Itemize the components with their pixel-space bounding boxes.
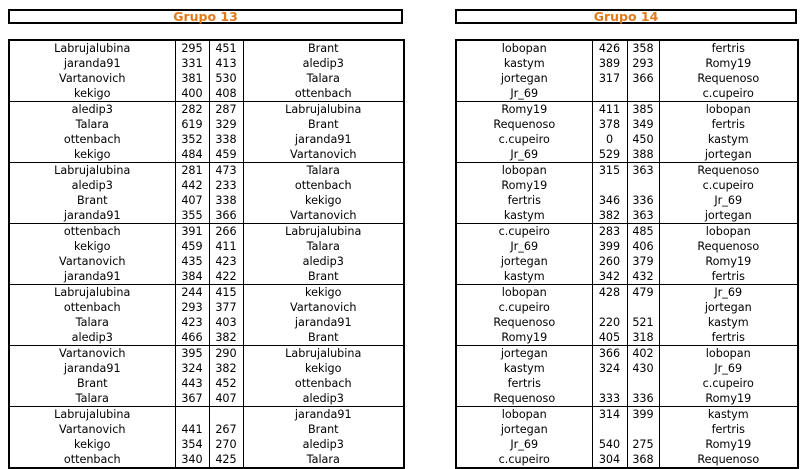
- home-score-cell: 293: [175, 300, 209, 315]
- away-player-cell: kastym: [659, 132, 798, 147]
- home-player-cell: Requenoso: [456, 117, 592, 132]
- home-player-cell: Jr_69: [456, 86, 592, 102]
- home-score-cell: [592, 178, 627, 193]
- home-player-cell: Vartanovich: [9, 422, 175, 437]
- away-player-cell: jaranda91: [243, 407, 404, 423]
- home-score-cell: 281: [175, 163, 209, 179]
- home-score-cell: 354: [175, 437, 209, 452]
- home-player-cell: Requenoso: [456, 391, 592, 407]
- home-player-cell: Talara: [9, 315, 175, 330]
- table-row: [456, 269, 798, 285]
- home-player-cell: Requenoso: [456, 315, 592, 330]
- away-score-cell: 293: [627, 56, 659, 71]
- home-score-cell: 317: [592, 71, 627, 86]
- home-score-cell: 331: [175, 56, 209, 71]
- table-row: [456, 376, 798, 391]
- home-score-cell: 0: [592, 132, 627, 147]
- away-score-cell: 459: [209, 147, 243, 163]
- away-player-cell: Brant: [243, 330, 404, 346]
- away-player-cell: Labrujalubina: [243, 224, 404, 240]
- away-score-cell: 430: [627, 361, 659, 376]
- table-row: [9, 71, 404, 86]
- home-player-cell: ottenbach: [9, 132, 175, 147]
- home-player-cell: kastym: [456, 56, 592, 71]
- away-score-cell: [627, 376, 659, 391]
- home-score-cell: 428: [592, 285, 627, 301]
- away-score-cell: 266: [209, 224, 243, 240]
- table-row: [456, 285, 798, 301]
- group-13-table: [8, 39, 405, 469]
- away-score-cell: 275: [627, 437, 659, 452]
- away-player-cell: Romy19: [659, 437, 798, 452]
- home-player-cell: Labrujalubina: [9, 407, 175, 423]
- away-score-cell: [627, 86, 659, 102]
- away-player-cell: kastym: [659, 407, 798, 423]
- away-player-cell: Brant: [243, 422, 404, 437]
- away-player-cell: kekigo: [243, 193, 404, 208]
- home-player-cell: kastym: [456, 361, 592, 376]
- home-player-cell: ottenbach: [9, 224, 175, 240]
- away-player-cell: kastym: [659, 315, 798, 330]
- away-player-cell: fertris: [659, 40, 798, 56]
- away-score-cell: 422: [209, 269, 243, 285]
- home-player-cell: jortegan: [456, 422, 592, 437]
- table-row: [456, 391, 798, 407]
- away-player-cell: aledip3: [243, 254, 404, 269]
- away-score-cell: 473: [209, 163, 243, 179]
- table-row: [456, 132, 798, 147]
- home-score-cell: 295: [175, 40, 209, 56]
- home-score-cell: 426: [592, 40, 627, 56]
- away-player-cell: c.cupeiro: [659, 178, 798, 193]
- home-player-cell: Jr_69: [456, 239, 592, 254]
- away-player-cell: Brant: [243, 269, 404, 285]
- home-score-cell: [592, 376, 627, 391]
- away-player-cell: Brant: [243, 117, 404, 132]
- home-player-cell: Brant: [9, 193, 175, 208]
- table-row: [456, 117, 798, 132]
- home-score-cell: 367: [175, 391, 209, 407]
- table-row: [456, 422, 798, 437]
- home-score-cell: 244: [175, 285, 209, 301]
- away-player-cell: Romy19: [659, 391, 798, 407]
- home-player-cell: jaranda91: [9, 208, 175, 224]
- home-player-cell: lobopan: [456, 407, 592, 423]
- table-row: [9, 452, 404, 468]
- home-score-cell: 435: [175, 254, 209, 269]
- home-score-cell: 324: [175, 361, 209, 376]
- home-score-cell: 442: [175, 178, 209, 193]
- away-score-cell: 382: [209, 361, 243, 376]
- home-player-cell: Romy19: [456, 330, 592, 346]
- table-row: [456, 315, 798, 330]
- away-score-cell: 358: [627, 40, 659, 56]
- home-player-cell: kekigo: [9, 437, 175, 452]
- table-row: [9, 422, 404, 437]
- away-player-cell: c.cupeiro: [659, 86, 798, 102]
- home-player-cell: Vartanovich: [9, 346, 175, 362]
- away-player-cell: Vartanovich: [243, 208, 404, 224]
- away-score-cell: 450: [627, 132, 659, 147]
- home-score-cell: 366: [592, 346, 627, 362]
- home-score-cell: 340: [175, 452, 209, 468]
- away-score-cell: 413: [209, 56, 243, 71]
- away-score-cell: [627, 178, 659, 193]
- home-score-cell: 382: [592, 208, 627, 224]
- table-row: [456, 300, 798, 315]
- away-score-cell: 407: [209, 391, 243, 407]
- table-row: [9, 178, 404, 193]
- away-player-cell: Vartanovich: [243, 147, 404, 163]
- away-score-cell: 287: [209, 102, 243, 118]
- away-player-cell: ottenbach: [243, 86, 404, 102]
- away-player-cell: fertris: [659, 269, 798, 285]
- home-player-cell: lobopan: [456, 285, 592, 301]
- table-row: [9, 147, 404, 163]
- away-score-cell: 338: [209, 132, 243, 147]
- table-row: [9, 269, 404, 285]
- away-player-cell: Requenoso: [659, 452, 798, 468]
- away-score-cell: 425: [209, 452, 243, 468]
- home-player-cell: Brant: [9, 376, 175, 391]
- away-player-cell: ottenbach: [243, 178, 404, 193]
- away-player-cell: jaranda91: [243, 315, 404, 330]
- home-score-cell: 355: [175, 208, 209, 224]
- away-player-cell: Talara: [243, 71, 404, 86]
- home-player-cell: jaranda91: [9, 56, 175, 71]
- home-score-cell: 220: [592, 315, 627, 330]
- away-player-cell: jortegan: [659, 147, 798, 163]
- home-player-cell: fertris: [456, 193, 592, 208]
- home-player-cell: c.cupeiro: [456, 452, 592, 468]
- table-row: [9, 208, 404, 224]
- home-score-cell: 405: [592, 330, 627, 346]
- home-score-cell: 411: [592, 102, 627, 118]
- away-player-cell: Labrujalubina: [243, 346, 404, 362]
- home-score-cell: [592, 86, 627, 102]
- home-player-cell: c.cupeiro: [456, 300, 592, 315]
- away-player-cell: Brant: [243, 40, 404, 56]
- table-row: [456, 40, 798, 56]
- home-player-cell: fertris: [456, 376, 592, 391]
- table-row: [456, 452, 798, 468]
- table-row: [456, 102, 798, 118]
- away-player-cell: jortegan: [659, 208, 798, 224]
- table-row: [456, 361, 798, 376]
- home-score-cell: 314: [592, 407, 627, 423]
- away-score-cell: 366: [627, 71, 659, 86]
- home-score-cell: [592, 300, 627, 315]
- away-player-cell: kekigo: [243, 361, 404, 376]
- away-score-cell: 290: [209, 346, 243, 362]
- group-13-title: Grupo 13: [8, 9, 403, 24]
- home-player-cell: c.cupeiro: [456, 132, 592, 147]
- home-player-cell: jortegan: [456, 71, 592, 86]
- table-row: [456, 178, 798, 193]
- away-score-cell: 363: [627, 163, 659, 179]
- table-row: [9, 224, 404, 240]
- table-row: [9, 330, 404, 346]
- away-player-cell: Requenoso: [659, 163, 798, 179]
- away-score-cell: 423: [209, 254, 243, 269]
- home-player-cell: Labrujalubina: [9, 163, 175, 179]
- home-score-cell: [175, 407, 209, 423]
- table-row: [456, 147, 798, 163]
- home-score-cell: 441: [175, 422, 209, 437]
- table-row: [9, 40, 404, 56]
- table-row: [9, 193, 404, 208]
- away-player-cell: fertris: [659, 330, 798, 346]
- away-player-cell: lobopan: [659, 346, 798, 362]
- away-player-cell: lobopan: [659, 102, 798, 118]
- home-score-cell: 529: [592, 147, 627, 163]
- home-player-cell: jortegan: [456, 254, 592, 269]
- away-player-cell: c.cupeiro: [659, 376, 798, 391]
- away-score-cell: 329: [209, 117, 243, 132]
- home-player-cell: Labrujalubina: [9, 40, 175, 56]
- away-score-cell: 233: [209, 178, 243, 193]
- home-player-cell: Vartanovich: [9, 71, 175, 86]
- home-player-cell: lobopan: [456, 40, 592, 56]
- away-score-cell: 408: [209, 86, 243, 102]
- home-score-cell: 384: [175, 269, 209, 285]
- home-player-cell: kekigo: [9, 147, 175, 163]
- table-row: [456, 346, 798, 362]
- table-row: [9, 300, 404, 315]
- home-score-cell: 407: [175, 193, 209, 208]
- home-player-cell: lobopan: [456, 163, 592, 179]
- away-score-cell: [627, 300, 659, 315]
- away-score-cell: 377: [209, 300, 243, 315]
- home-score-cell: 282: [175, 102, 209, 118]
- table-row: [456, 208, 798, 224]
- away-player-cell: fertris: [659, 422, 798, 437]
- home-score-cell: 324: [592, 361, 627, 376]
- home-score-cell: 381: [175, 71, 209, 86]
- table-row: [456, 437, 798, 452]
- away-score-cell: 388: [627, 147, 659, 163]
- home-score-cell: 391: [175, 224, 209, 240]
- home-score-cell: 395: [175, 346, 209, 362]
- table-row: [9, 117, 404, 132]
- table-row: [456, 193, 798, 208]
- home-score-cell: 389: [592, 56, 627, 71]
- home-player-cell: Talara: [9, 117, 175, 132]
- away-score-cell: [627, 422, 659, 437]
- home-score-cell: 540: [592, 437, 627, 452]
- home-player-cell: aledip3: [9, 178, 175, 193]
- table-row: [9, 102, 404, 118]
- group-14-title: Grupo 14: [455, 9, 797, 24]
- home-score-cell: 399: [592, 239, 627, 254]
- away-score-cell: [209, 407, 243, 423]
- away-player-cell: Talara: [243, 163, 404, 179]
- away-player-cell: lobopan: [659, 224, 798, 240]
- away-score-cell: 402: [627, 346, 659, 362]
- away-player-cell: Vartanovich: [243, 300, 404, 315]
- home-player-cell: jaranda91: [9, 361, 175, 376]
- home-score-cell: 423: [175, 315, 209, 330]
- away-player-cell: jaranda91: [243, 132, 404, 147]
- away-score-cell: 336: [627, 391, 659, 407]
- home-player-cell: aledip3: [9, 102, 175, 118]
- away-score-cell: 399: [627, 407, 659, 423]
- table-row: [9, 132, 404, 147]
- away-score-cell: 411: [209, 239, 243, 254]
- away-score-cell: 382: [209, 330, 243, 346]
- table-row: [456, 254, 798, 269]
- away-player-cell: aledip3: [243, 391, 404, 407]
- table-row: [456, 163, 798, 179]
- away-score-cell: 479: [627, 285, 659, 301]
- home-player-cell: ottenbach: [9, 300, 175, 315]
- table-row: [9, 254, 404, 269]
- table-row: [456, 224, 798, 240]
- home-player-cell: Talara: [9, 391, 175, 407]
- table-row: [456, 86, 798, 102]
- home-player-cell: aledip3: [9, 330, 175, 346]
- away-player-cell: jortegan: [659, 300, 798, 315]
- away-player-cell: Jr_69: [659, 193, 798, 208]
- home-score-cell: 304: [592, 452, 627, 468]
- table-row: [9, 346, 404, 362]
- table-row: [456, 330, 798, 346]
- home-player-cell: c.cupeiro: [456, 224, 592, 240]
- home-score-cell: 346: [592, 193, 627, 208]
- away-score-cell: 530: [209, 71, 243, 86]
- away-player-cell: Romy19: [659, 254, 798, 269]
- table-row: [9, 437, 404, 452]
- away-score-cell: 318: [627, 330, 659, 346]
- home-score-cell: 466: [175, 330, 209, 346]
- away-player-cell: Romy19: [659, 56, 798, 71]
- away-score-cell: 267: [209, 422, 243, 437]
- away-player-cell: Requenoso: [659, 71, 798, 86]
- home-score-cell: 484: [175, 147, 209, 163]
- table-row: [9, 86, 404, 102]
- table-row: [9, 315, 404, 330]
- away-player-cell: kekigo: [243, 285, 404, 301]
- table-row: [9, 285, 404, 301]
- home-score-cell: 333: [592, 391, 627, 407]
- table-row: [9, 361, 404, 376]
- home-player-cell: kekigo: [9, 86, 175, 102]
- away-score-cell: 452: [209, 376, 243, 391]
- away-score-cell: 379: [627, 254, 659, 269]
- away-score-cell: 385: [627, 102, 659, 118]
- away-score-cell: 521: [627, 315, 659, 330]
- away-score-cell: 349: [627, 117, 659, 132]
- table-row: [456, 239, 798, 254]
- away-score-cell: 451: [209, 40, 243, 56]
- home-player-cell: Jr_69: [456, 437, 592, 452]
- home-player-cell: jortegan: [456, 346, 592, 362]
- home-player-cell: kekigo: [9, 239, 175, 254]
- home-score-cell: 378: [592, 117, 627, 132]
- home-player-cell: Romy19: [456, 102, 592, 118]
- away-player-cell: fertris: [659, 117, 798, 132]
- away-player-cell: Talara: [243, 452, 404, 468]
- away-score-cell: 415: [209, 285, 243, 301]
- away-player-cell: Talara: [243, 239, 404, 254]
- home-score-cell: 400: [175, 86, 209, 102]
- home-score-cell: 260: [592, 254, 627, 269]
- away-player-cell: ottenbach: [243, 376, 404, 391]
- away-player-cell: Jr_69: [659, 285, 798, 301]
- table-row: [9, 239, 404, 254]
- away-score-cell: 338: [209, 193, 243, 208]
- away-score-cell: 368: [627, 452, 659, 468]
- home-player-cell: kastym: [456, 269, 592, 285]
- home-score-cell: 352: [175, 132, 209, 147]
- home-score-cell: 443: [175, 376, 209, 391]
- away-score-cell: 366: [209, 208, 243, 224]
- home-player-cell: Vartanovich: [9, 254, 175, 269]
- away-player-cell: Labrujalubina: [243, 102, 404, 118]
- table-row: [9, 391, 404, 407]
- away-score-cell: 363: [627, 208, 659, 224]
- away-score-cell: 270: [209, 437, 243, 452]
- table-row: [9, 56, 404, 71]
- away-player-cell: aledip3: [243, 56, 404, 71]
- table-row: [456, 407, 798, 423]
- away-score-cell: 403: [209, 315, 243, 330]
- away-player-cell: Requenoso: [659, 239, 798, 254]
- home-score-cell: 619: [175, 117, 209, 132]
- home-score-cell: 315: [592, 163, 627, 179]
- away-player-cell: Jr_69: [659, 361, 798, 376]
- table-row: [456, 71, 798, 86]
- away-score-cell: 336: [627, 193, 659, 208]
- home-player-cell: Jr_69: [456, 147, 592, 163]
- away-score-cell: 432: [627, 269, 659, 285]
- table-row: [456, 56, 798, 71]
- away-score-cell: 485: [627, 224, 659, 240]
- group-14-table: [455, 39, 799, 469]
- home-score-cell: 459: [175, 239, 209, 254]
- home-player-cell: jaranda91: [9, 269, 175, 285]
- home-score-cell: [592, 422, 627, 437]
- home-score-cell: 342: [592, 269, 627, 285]
- home-player-cell: ottenbach: [9, 452, 175, 468]
- table-row: [9, 407, 404, 423]
- table-row: [9, 163, 404, 179]
- away-score-cell: 406: [627, 239, 659, 254]
- home-player-cell: Romy19: [456, 178, 592, 193]
- table-row: [9, 376, 404, 391]
- home-score-cell: 283: [592, 224, 627, 240]
- home-player-cell: kastym: [456, 208, 592, 224]
- home-player-cell: Labrujalubina: [9, 285, 175, 301]
- away-player-cell: aledip3: [243, 437, 404, 452]
